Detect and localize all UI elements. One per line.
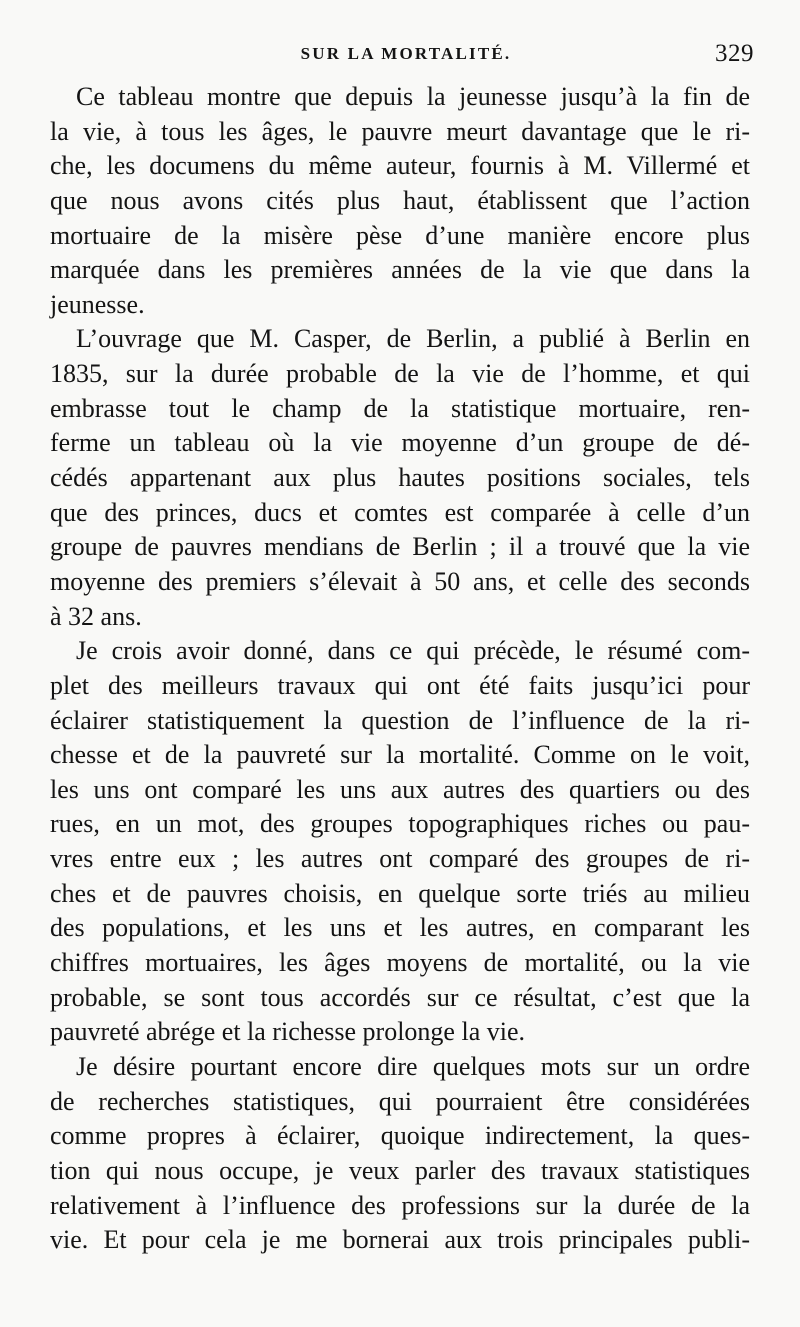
text-line: les uns ont comparé les uns aux autres des quartiers ou des (50, 774, 750, 804)
text-line: groupe de pauvres mendians de Berlin ; il a trouvé que la vie (50, 532, 750, 562)
text-line: Je crois avoir donné, dans ce qui précède, le résumé com- (76, 636, 750, 666)
text-line: jeunesse. (50, 289, 145, 319)
running-title: SUR LA MORTALITÉ. (300, 44, 512, 63)
text-line: Ce tableau montre que depuis la jeunesse jusqu’à la fin de (76, 82, 750, 111)
text-line: tion qui nous occupe, je veux parler des travaux statistiques (50, 1155, 750, 1185)
text-line: marquée dans les premières années de la vie que dans la (50, 255, 750, 285)
text-line: pauvreté abrége et la richesse prolonge la vie. (50, 1017, 525, 1047)
text-line: relativement à l’influence des professions sur la durée de la (50, 1190, 750, 1220)
paragraph-3 (50, 634, 750, 1050)
text-line: probable, se sont tous accordés sur ce résultat, c’est que la (50, 982, 750, 1012)
text-line: Je désire pourtant encore dire quelques mots sur un ordre (76, 1051, 750, 1081)
paragraph-2 (50, 322, 750, 634)
text-line: éclairer statistiquement la question de l’influence de la ri- (50, 705, 750, 735)
paragraph-1 (50, 80, 750, 322)
running-head (50, 40, 762, 70)
text-line: chiffres mortuaires, les âges moyens de mortalité, ou la vie (50, 948, 750, 978)
text-line: ferme un tableau où la vie moyenne d’un groupe de dé- (50, 428, 750, 458)
text-line: à 32 ans. (50, 601, 142, 631)
text-line: chesse et de la pauvreté sur la mortalité. Comme on le voit, (50, 740, 750, 770)
text-line: vie. Et pour cela je me bornerai aux trois principales publi- (50, 1225, 750, 1255)
text-line: plet des meilleurs travaux qui ont été faits jusqu’ici pour (50, 670, 750, 700)
text-line: 1835, sur la durée probable de la vie de l’homme, et qui (50, 359, 750, 389)
paragraph-4 (50, 1050, 750, 1258)
text-line: que des princes, ducs et comtes est comparée à celle d’un (50, 497, 750, 527)
text-line: que nous avons cités plus haut, établissent que l’action (50, 185, 750, 215)
text-line: cédés appartenant aux plus hautes positions sociales, tels (50, 463, 750, 493)
text-line: vres entre eux ; les autres ont comparé des groupes de ri- (50, 844, 750, 874)
text-line: la vie, à tous les âges, le pauvre meurt davantage que le ri- (50, 116, 750, 146)
text-line: embrasse tout le champ de la statistique mortuaire, ren- (50, 393, 750, 423)
text-line: L’ouvrage que M. Casper, de Berlin, a publié à Berlin en (76, 324, 750, 354)
text-line: des populations, et les uns et les autres, en comparant les (50, 913, 750, 943)
text-line: ches et de pauvres choisis, en quelque sorte triés au milieu (50, 878, 750, 908)
text-line: rues, en un mot, des groupes topographiques riches ou pau- (50, 809, 750, 839)
text-line: mortuaire de la misère pèse d’une manière encore plus (50, 220, 750, 250)
page-number: 329 (715, 40, 754, 67)
text-line: comme propres à éclairer, quoique indirectement, la ques- (50, 1121, 750, 1151)
text-line: che, les documens du même auteur, fournis à M. Villermé et (50, 151, 750, 181)
text-line: de recherches statistiques, qui pourraient être considérées (50, 1086, 750, 1116)
body-text (50, 80, 750, 1258)
text-line: moyenne des premiers s’élevait à 50 ans, et celle des seconds (50, 566, 750, 596)
